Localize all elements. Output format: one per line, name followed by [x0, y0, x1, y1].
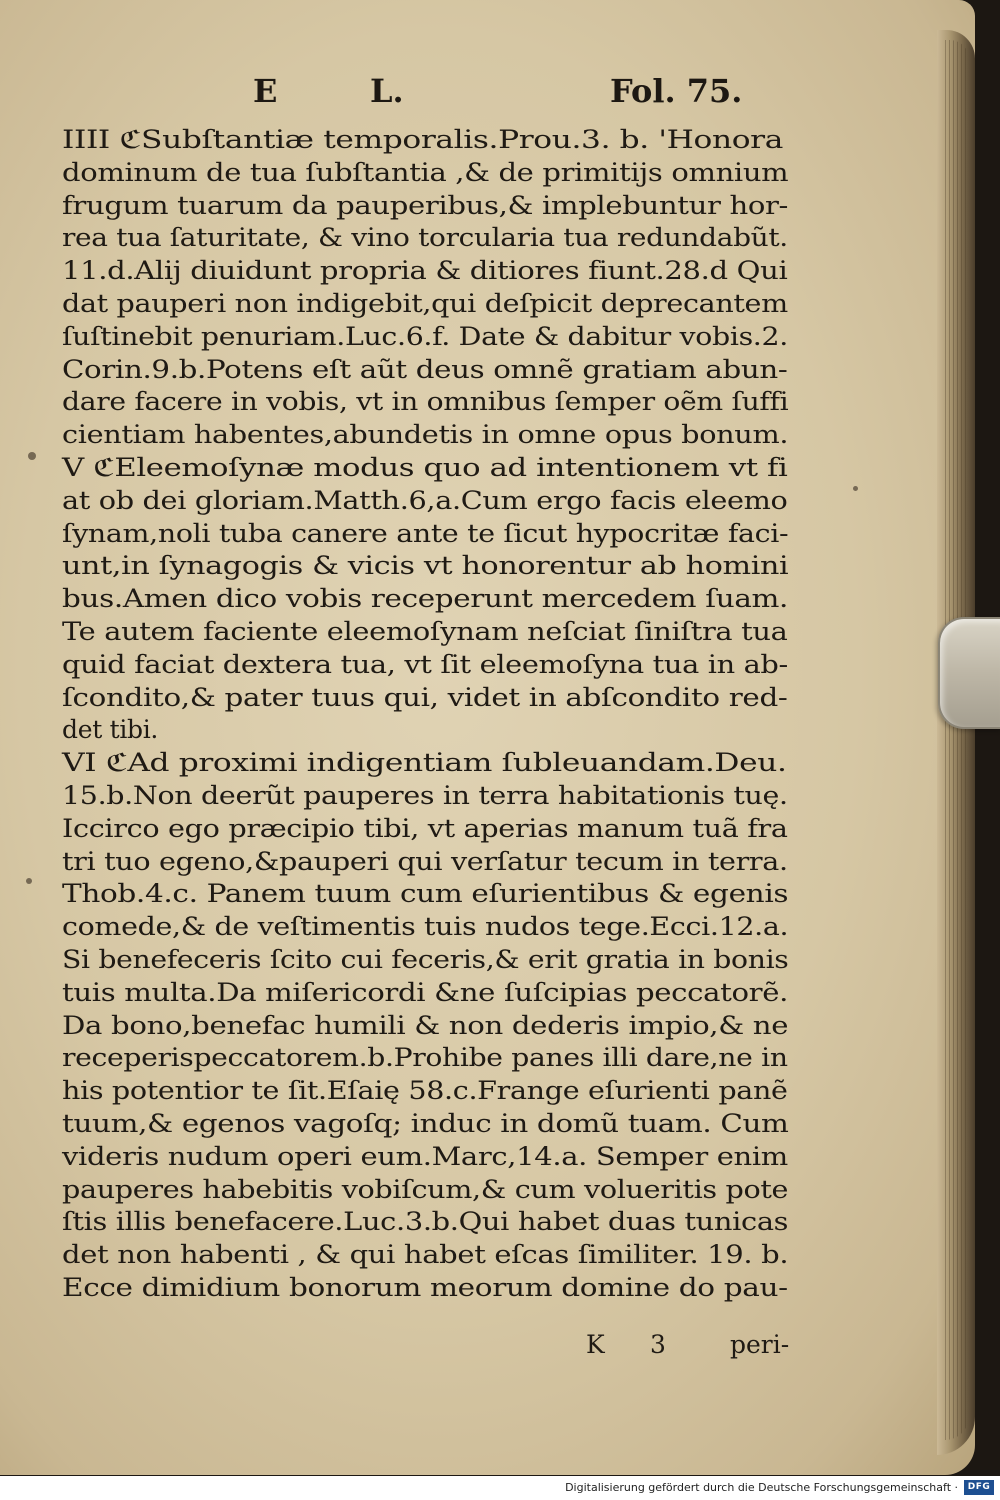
- page-edge-texture: [945, 40, 969, 1440]
- text-line: quid faciat dextera tua, vt ſit eleemoſyna tua in ab-: [62, 649, 788, 679]
- text-line: ſtis illis benefacere.Luc.3.b.Qui habet duas tunicas: [62, 1207, 789, 1237]
- text-line: tri tuo egeno,&pauperi qui verſatur tecum in terra.: [62, 846, 788, 876]
- text-line: at ob dei gloriam.Matth.6,a.Cum ergo facis eleemo: [62, 485, 788, 515]
- text-line: det non habenti , & qui habet eſcas ſimiliter. 19. b.: [62, 1240, 789, 1270]
- text-line: ſuſtinebit penuriam.Luc.6.f. Date & dabitur vobis.2.: [62, 321, 788, 351]
- text-line: IIII ℭSubſtantiæ temporalis.Prou.3. b. 'Honora: [62, 125, 783, 154]
- text-line: bus.Amen dico vobis receperunt mercedem ſuam.: [62, 584, 789, 614]
- text-line: 11.d.Alij diuidunt propria & ditiores fiunt.28.d Qui: [62, 256, 788, 286]
- ink-spot: [26, 878, 32, 884]
- text-line: dare facere in vobis, vt in omnibus ſemper oẽm ſuffi: [62, 387, 789, 417]
- body-text: [62, 124, 802, 1305]
- text-line: tuum,& egenos vagoſq; induc in domũ tuam. Cum: [62, 1108, 789, 1138]
- dfg-logo: DFG: [964, 1480, 994, 1495]
- text-line: Corin.9.b.Potens eſt aũt deus omnẽ gratiam abun-: [62, 354, 788, 384]
- text-line: videris nudum operi eum.Marc,14.a. Semper enim: [62, 1141, 788, 1171]
- header-left: E: [253, 72, 278, 110]
- text-line: dominum de tua ſubſtantia ,& de primitijs omnium: [62, 157, 789, 187]
- text-line: Ecce dimidium bonorum meorum domine do pau-: [62, 1272, 788, 1302]
- text-line: frugum tuarum da pauperibus,& implebuntur hor-: [62, 190, 789, 220]
- text-line: his potentior te ſit.Eſaię 58.c.Frange eſurienti panẽ: [62, 1076, 788, 1106]
- text-line: VI ℭAd proximi indigentiam ſubleuandam.Deu.: [62, 748, 787, 778]
- text-line: 15.b.Non deerũt pauperes in terra habitationis tuę.: [62, 780, 788, 810]
- digitization-footer: [0, 1476, 1000, 1500]
- text-line: Thob.4.c. Panem tuum cum eſurientibus & egenis: [62, 879, 789, 909]
- text-line: rea tua ſaturitate, & vino torcularia tua redundabũt.: [62, 223, 788, 253]
- text-line: Te autem faciente eleemoſynam neſciat ſiniſtra tua: [62, 616, 788, 646]
- text-line: ſynam,noli tuba canere ante te ſicut hypocritæ faci-: [62, 518, 789, 548]
- catchword: peri-: [730, 1330, 790, 1359]
- text-line: cientiam habentes,abundetis in omne opus bonum.: [62, 420, 789, 450]
- text-line: det tibi.: [62, 715, 159, 745]
- ink-spot: [28, 452, 36, 460]
- text-line: Da bono,benefac humili & non dederis impio,& ne: [62, 1010, 789, 1040]
- header-middle: L.: [370, 72, 404, 110]
- folio-number: Fol. 75.: [610, 72, 743, 110]
- text-line: pauperes habebitis vobiſcum,& cum volueritis pote: [62, 1174, 789, 1204]
- text-line: tuis multa.Da miſericordi &ne ſuſcipias peccatorẽ.: [62, 977, 789, 1007]
- text-line: receperispeccatorem.b.Prohibe panes illi dare,ne in: [62, 1043, 788, 1073]
- text-line: ſcondito,& pater tuus qui, videt in abſcondito red-: [62, 682, 788, 712]
- page-clip: [938, 617, 1000, 729]
- text-line: Iccirco ego præcipio tibi, vt aperias manum tuã fra: [62, 813, 788, 843]
- catchline: [580, 1330, 820, 1366]
- signature-mark: K: [586, 1330, 605, 1359]
- running-header: [80, 72, 800, 122]
- signature-number: 3: [650, 1330, 666, 1359]
- footer-credit: Digitalisierung gefördert durch die Deutsche Forschungsgemeinschaft ·: [565, 1481, 958, 1494]
- text-line: V ℭEleemoſynæ modus quo ad intentionem vt fi: [62, 452, 788, 482]
- text-line: Si benefeceris ſcito cui feceris,& erit gratia in bonis: [62, 944, 789, 974]
- text-line: dat pauperi non indigebit,qui deſpicit deprecantem: [62, 288, 788, 318]
- text-line: unt,in ſynagogis & vicis vt honorentur ab homini: [62, 551, 789, 581]
- text-line: comede,& de veſtimentis tuis nudos tege.Ecci.12.a.: [62, 912, 789, 942]
